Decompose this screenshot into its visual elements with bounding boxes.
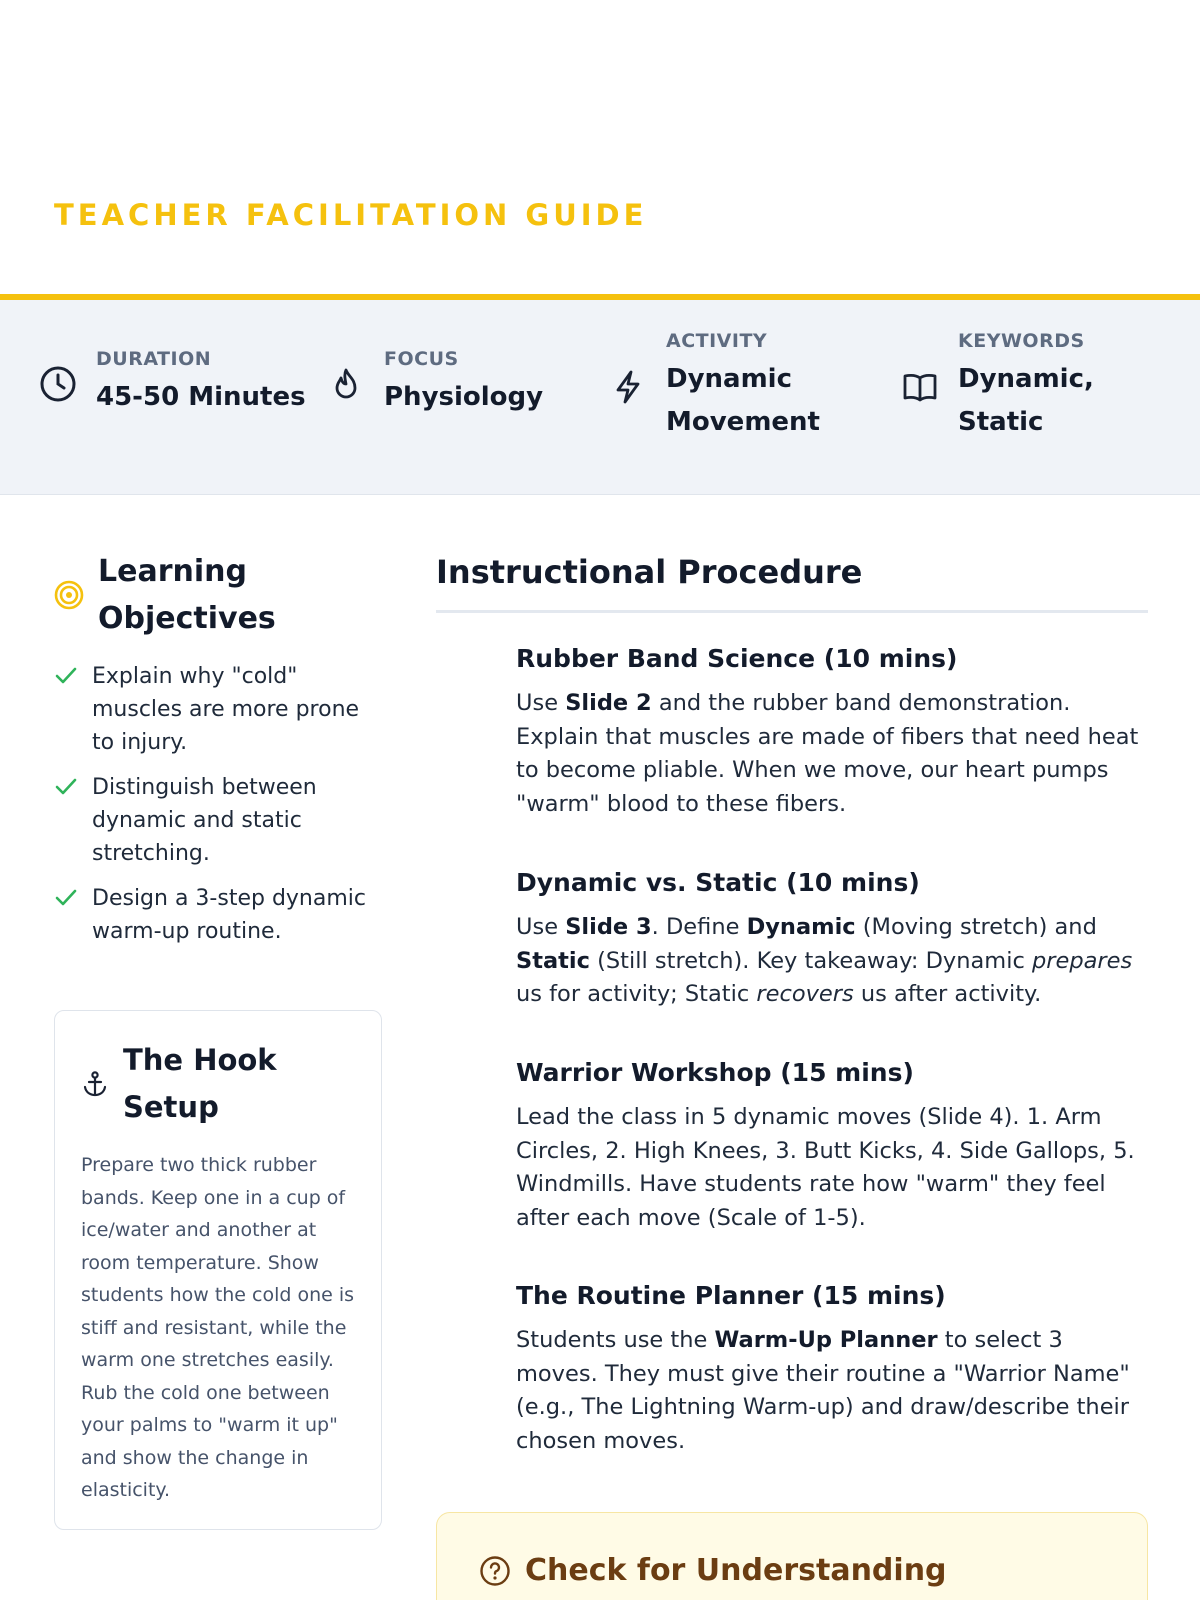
- list-item: [54, 660, 374, 759]
- objective-text: Explain why "cold" muscles are more prone to injury.: [92, 664, 360, 755]
- meta-activity-label: ACTIVITY: [666, 330, 768, 352]
- step-title: The Routine Planner (15 mins): [516, 1281, 946, 1310]
- cfu-header: [479, 1553, 947, 1588]
- step-body: Use Slide 2 and the rubber band demonstration. Explain that muscles are made of fibers that need heat to become pliable. When we move, our heart pumps "warm" blood to these fibers.: [516, 690, 1139, 817]
- meta-keywords-value: Dynamic, Static: [958, 364, 1094, 437]
- anchor-icon: [81, 1070, 109, 1098]
- target-icon: [54, 580, 84, 610]
- book-icon: [900, 367, 940, 407]
- procedure-step-1: [516, 644, 1148, 821]
- procedure-step-4: [516, 1281, 1148, 1458]
- guide-title: TEACHER FACILITATION GUIDE: [54, 198, 648, 232]
- meta-activity: [608, 330, 836, 444]
- meta-duration: [38, 348, 306, 419]
- step-body: Students use the Warm-Up Planner to select 3 moves. They must give their routine a "Warrior Name" (e.g., The Lightning Warm-up) and draw/describe their chosen moves.: [516, 1327, 1130, 1454]
- objective-text: Design a 3-step dynamic warm-up routine.: [92, 886, 366, 944]
- hook-body: Prepare two thick rubber bands. Keep one in a cup of ice/water and another at room temperature. Show students how the cold one is stiff and resistant, while the warm one stretches easily. Rub the cold one between your palms to "warm it up" and show the change in elasticity.: [81, 1154, 355, 1501]
- check-understanding-box: [436, 1512, 1148, 1600]
- hook-title: The Hook Setup: [123, 1043, 277, 1124]
- meta-keywords: [900, 330, 1108, 444]
- meta-focus-label: FOCUS: [384, 348, 459, 370]
- meta-duration-label: DURATION: [96, 348, 212, 370]
- check-icon: [54, 882, 80, 948]
- hook-header: [81, 1037, 355, 1131]
- meta-duration-value: 45-50 Minutes: [96, 382, 306, 412]
- meta-focus-value: Physiology: [384, 382, 544, 412]
- procedure-step-2: [516, 868, 1148, 1012]
- step-title: Dynamic vs. Static (10 mins): [516, 868, 920, 897]
- flame-icon: [326, 364, 366, 404]
- hook-setup-card: [54, 1010, 382, 1530]
- objective-text: Distinguish between dynamic and static stretching.: [92, 775, 317, 866]
- step-body: Lead the class in 5 dynamic moves (Slide 4). 1. Arm Circles, 2. High Knees, 3. Butt Kicks, 4. Side Gallops, 5. Windmills. Have students rate how "warm" they feel after each move (Scale of 1-5).: [516, 1104, 1135, 1231]
- objectives-header: [54, 548, 318, 642]
- cfu-title: Check for Understanding: [525, 1553, 947, 1588]
- objectives-list: [54, 660, 374, 960]
- meta-focus: [326, 348, 543, 419]
- help-circle-icon: [479, 1555, 511, 1587]
- clock-icon: [38, 364, 78, 404]
- check-icon: [54, 771, 80, 870]
- objectives-title: Learning Objectives: [98, 554, 276, 636]
- procedure-step-3: [516, 1058, 1148, 1235]
- procedure-divider: [436, 610, 1148, 613]
- check-icon: [54, 660, 80, 759]
- lesson-meta-bar: [0, 300, 1200, 495]
- step-title: Warrior Workshop (15 mins): [516, 1058, 914, 1087]
- list-item: [54, 882, 374, 948]
- list-item: [54, 771, 374, 870]
- procedure-title: Instructional Procedure: [436, 553, 863, 591]
- meta-keywords-label: KEYWORDS: [958, 330, 1085, 352]
- step-body: Use Slide 3. Define Dynamic (Moving stretch) and Static (Still stretch). Key takeaway: Dynamic prepares us for activity; Static recovers us after activity.: [516, 914, 1133, 1007]
- meta-activity-value: Dynamic Movement: [666, 364, 820, 437]
- step-title: Rubber Band Science (10 mins): [516, 644, 958, 673]
- lightning-icon: [608, 367, 648, 407]
